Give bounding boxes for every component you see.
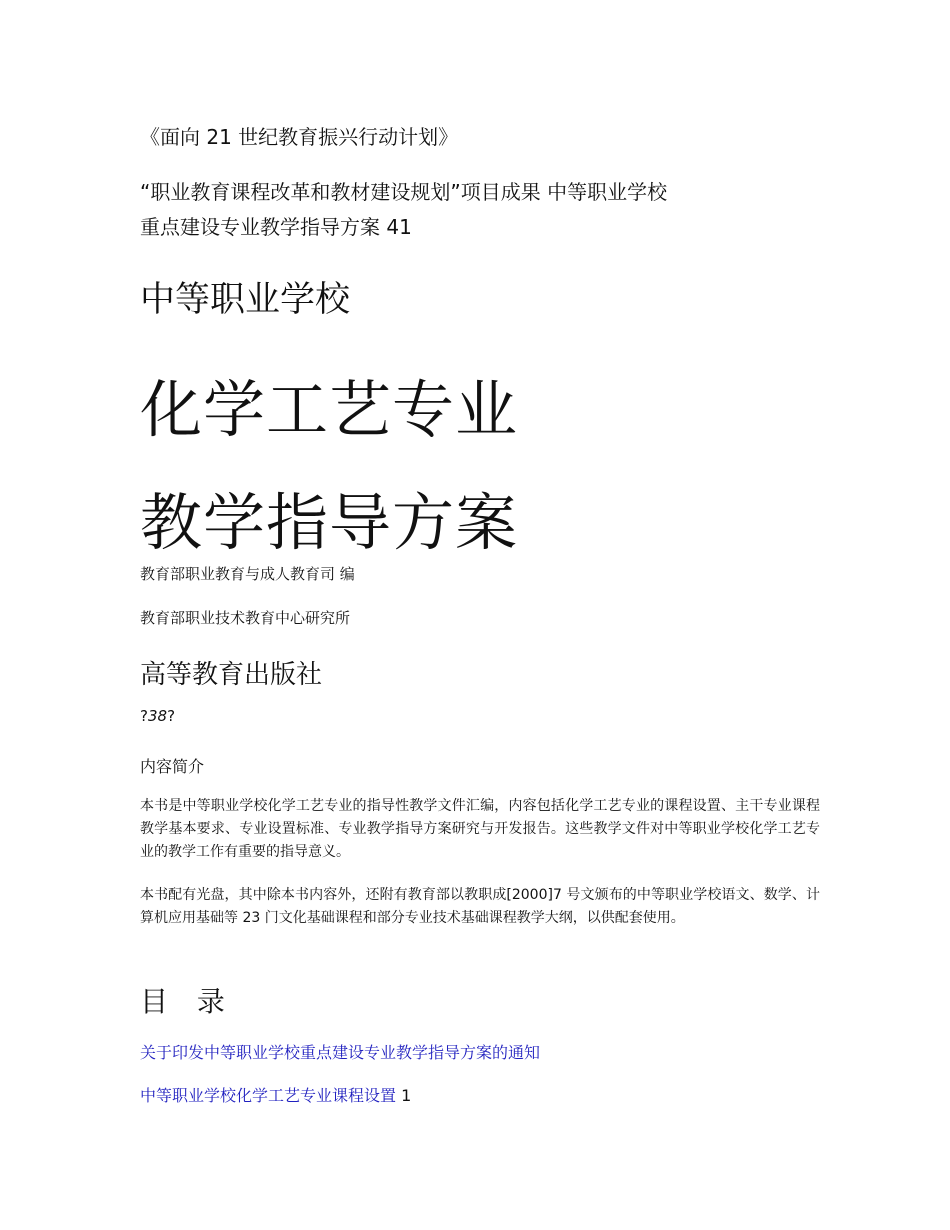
school-heading: 中等职业学校: [140, 280, 351, 320]
toc-link-notice[interactable]: [140, 1040, 540, 1063]
page-marker-number: 38: [147, 707, 168, 725]
toc-link-curriculum[interactable]: [140, 1083, 411, 1106]
toc-link-label: 中等职业学校化学工艺专业课程设置: [140, 1086, 397, 1105]
toc-heading: 目 录: [140, 985, 235, 1018]
summary-paragraph-2: 本书配有光盘，其中除本书内容外，还附有教育部以教职成[2000]7 号文颁布的中等职业学校语文、数学、计算机应用基础等 23 门文化基础课程和部分专业技术基础课程教学大纲，以供配套使用。: [140, 887, 820, 926]
toc-link-label: 关于印发中等职业学校重点建设专业教学指导方案的通知: [140, 1043, 541, 1062]
summary-paragraph-1: 本书是中等职业学校化学工艺专业的指导性教学文件汇编，内容包括化学工艺专业的课程设置、主干专业课程教学基本要求、专业设置标准、专业教学指导方案研究与开发报告。这些教学文件对中等职业学校化学工艺专业的教学工作有重要的指导意义。: [140, 798, 820, 860]
page-marker-prefix: ?: [140, 707, 148, 725]
project-title-line-2: 重点建设专业教学指导方案 41: [140, 215, 412, 239]
summary-heading: 内容简介: [140, 757, 205, 776]
guide-title: 教学指导方案: [140, 486, 519, 559]
editor-line-2: 教育部职业技术教育中心研究所: [140, 609, 351, 627]
toc-page-number: 1: [396, 1086, 412, 1105]
editor-line-1: 教育部职业教育与成人教育司 编: [140, 565, 355, 583]
project-title-line-1: “职业教育课程改革和教材建设规划”项目成果 中等职业学校: [140, 180, 668, 204]
publisher-name: 高等教育出版社: [140, 660, 323, 690]
major-title: 化学工艺专业: [140, 373, 519, 446]
page-marker: [140, 707, 175, 725]
page-marker-suffix: ?: [167, 707, 176, 725]
series-title: 《面向 21 世纪教育振兴行动计划》: [140, 125, 459, 149]
